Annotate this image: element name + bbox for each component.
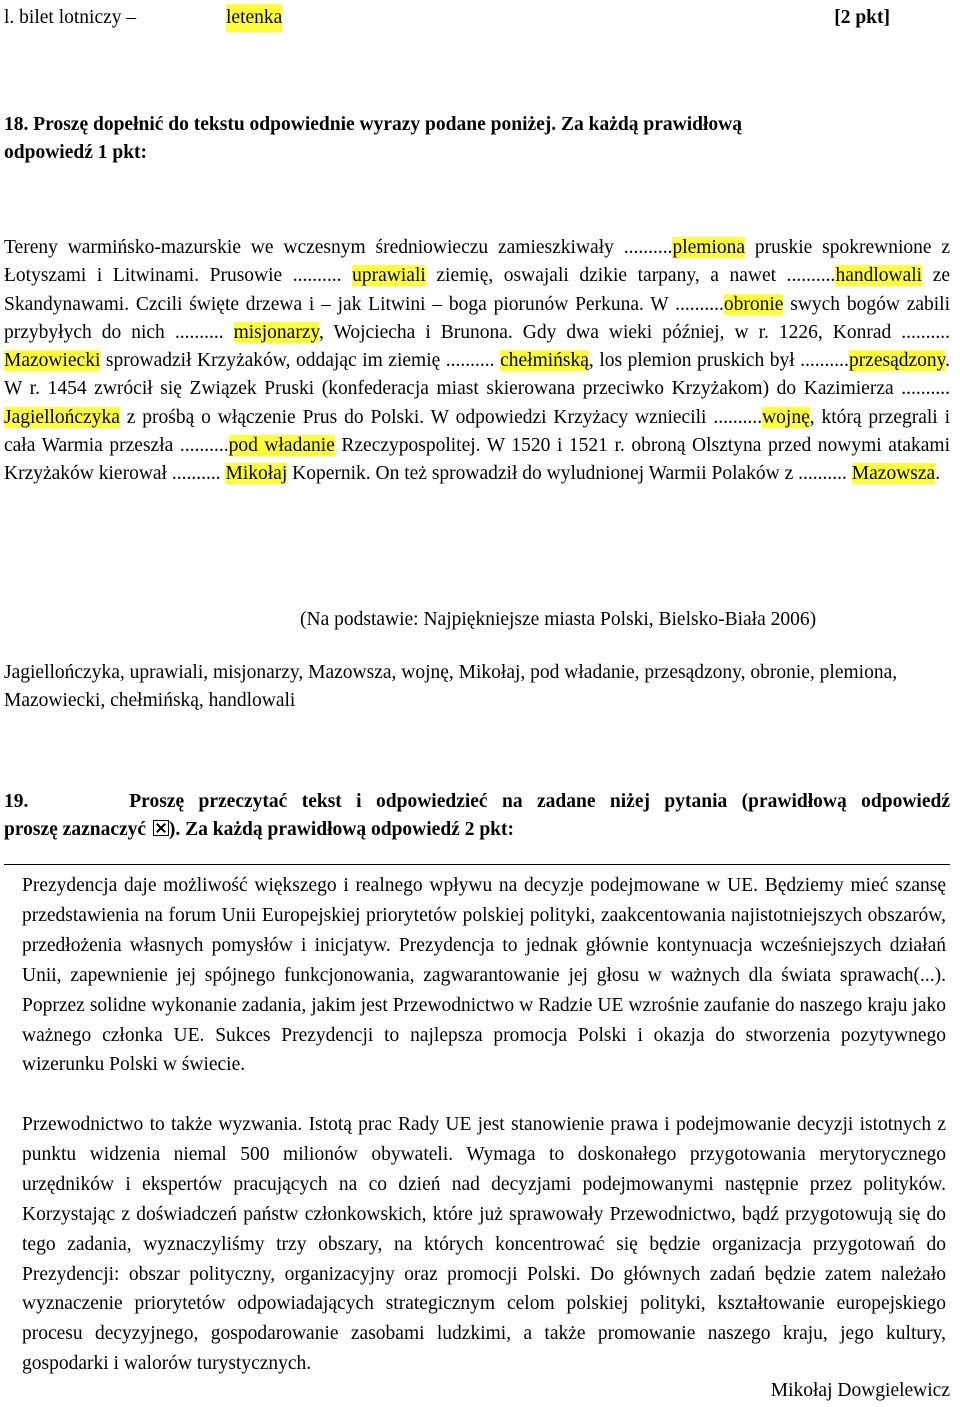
heading-text: ). Za każdą prawidłową odpowiedź 2 pkt: [168,819,515,840]
text-segment: . [935,463,941,485]
answer-highlight: handlowali [835,265,923,287]
answer-highlight: Jagiellończyka [4,406,120,428]
source-citation: (Na podstawie: Najpiękniejsze miasta Polski, Bielsko-Biała 2006) [300,609,817,630]
answer-highlight: uprawiali [352,265,426,287]
question-19-heading [4,788,950,844]
answer-highlight: wojnę [762,406,810,428]
heading-line [4,788,950,816]
passage-paragraph: Przewodnictwo to także wyzwania. Istotą prac Rady UE jest stanowienie prawa i podejmowanie decyzji istotnych z punktu widzenia niemal 500 milionów obywateli. Wymaga to doskonałego przygotowania merytorycznego urzędników i ekspertów pracujących na co dzień nad decyzjami podejmowanymi następnie przez polityków. Korzystając z doświadczeń państw członkowskich, które już sprawowały Przewodnictwo, bądź przygotowują się do tego zadania, wyznaczyliśmy trzy obszary, na których koncentrować się będzie organizacja przygotowań do Prezydencji: obszar polityczny, organizacyjny oraz promocji Polski. Do głównych zadań będzie zatem należało wyznaczenie priorytetów odpowiadających strategicznym celom polskiej polityki, kształtowanie europejskiego procesu decyzyjnego, gospodarowanie zasobami ludzkimi, a także promowanie naszego kraju, jego kultury, gospodarki i walorów turystycznych. [22,1114,946,1375]
heading-line: 18. Proszę dopełnić do tekstu odpowiednie wyrazy podane poniżej. Za każdą prawidłową [4,114,742,135]
text-segment: Tereny warmińsko-mazurskie we wczesnym średniowieczu zamieszkiwały .......... [4,237,673,258]
answer-highlight: misjonarzy [233,321,319,343]
passage-paragraph: Prezydencja daje możliwość większego i realnego wpływu na decyzje podejmowane w UE. Będziemy mieć szansę przedstawienia na forum Unii Europejskiej priorytetów polskiej polityki, zaakcentowania najistotniejszych obszarów, przedłożenia własnych pomysłów i inicjatyw. Prezydencja to jednak głównie kontynuacja wcześniejszych działań Unii, zapewnienie jej spójnego funkcjonowania, zagwarantowanie jej głosu w ważnych dla świata sprawach(...). Poprzez solidne wykonanie zadania, jakim jest Przewodnictwo w Radzie UE wzrośnie zaufanie do naszego kraju jako ważnego członka UE. Sukces Prezydencji to najlepsza promocja Polski i okazja do stworzenia pozytywnego wizerunku Polski w świecie. [22,875,946,1076]
heading-line: odpowiedź 1 pkt: [4,142,148,163]
text-segment: swych bogów zabili przybyłych do nich .......... [4,293,951,343]
word-bank: Jagiellończyka, uprawiali, misjonarzy, Mazowsza, wojnę, Mikołaj, pod władanie, przesądzony, obronie, plemiona, Mazowiecki, chełmińską, handlowali [4,662,898,712]
text-segment: sprowadził Krzyżaków, oddając im ziemię .......... [105,350,495,372]
answer-highlight: obronie [723,293,784,315]
question-18-text [4,234,950,489]
heading-text: Proszę przeczytać tekst i odpowiedzieć na zadane niżej pytania (prawidłową odpowiedź [129,791,950,812]
answer-highlight: Mikołaj [225,463,288,485]
text-segment: Rzeczypospolitej. W 1520 i 1521 r. obroną Olsztyna przed nowymi atakami Krzyżaków kierował .......... [4,435,951,485]
text-segment: , Wojciecha i Brunona. Gdy dwa wieki później, w r. 1226, Konrad .......... [318,321,951,343]
text-segment: , którą przegrali i cała Warmia przeszła .......... [4,406,950,457]
text-segment: ziemię, oswajali dzikie tarpany, a nawet .......... [436,265,836,287]
heading-line [4,816,950,844]
text-segment: z prośbą o włączenie Prus do Polski. W odpowiedzi Krzyżacy wzniecili .......... [126,406,763,428]
text-segment: . W r. 1454 zwrócił się Związek Pruski (konfederacja miast skierowana przeciwko Krzyżakom) do Kazimierza .......... [4,350,950,400]
answer-highlight: przesądzony [848,350,946,372]
reading-passage-box [4,864,950,1407]
prompt-text: l. bilet lotniczy – [4,7,137,28]
answer-highlight: Mazowiecki [4,350,101,372]
answer-highlight: plemiona [672,237,746,258]
text-segment: ze Skandynawami. Czcili święte drzewa i – jak Litwini – boga piorunów Perkuna. W .......... [4,265,950,315]
text-segment: Kopernik. On też sprowadził do wyludnionej Warmii Polaków z .......... [292,463,847,485]
answer-highlight: chełmińską [500,350,589,372]
question-number: 19. [4,791,29,812]
signature: Mikołaj Dowgielewicz [770,1380,950,1401]
answer-line-17 [4,4,950,34]
question-18-heading [4,111,950,167]
points-label: [2 pkt] [834,7,890,28]
checked-box-icon [153,820,169,836]
answer-highlight: letenka [226,4,282,32]
text-segment: pruskie spokrewnione z Łotyszami i Litwinami. Prusowie .......... [4,237,951,287]
answer-highlight: pod władanie [228,435,335,457]
answer-highlight: Mazowsza [851,463,936,485]
text-segment: , los plemion pruskich był .......... [588,350,849,372]
heading-text: proszę zaznaczyć [4,819,147,840]
